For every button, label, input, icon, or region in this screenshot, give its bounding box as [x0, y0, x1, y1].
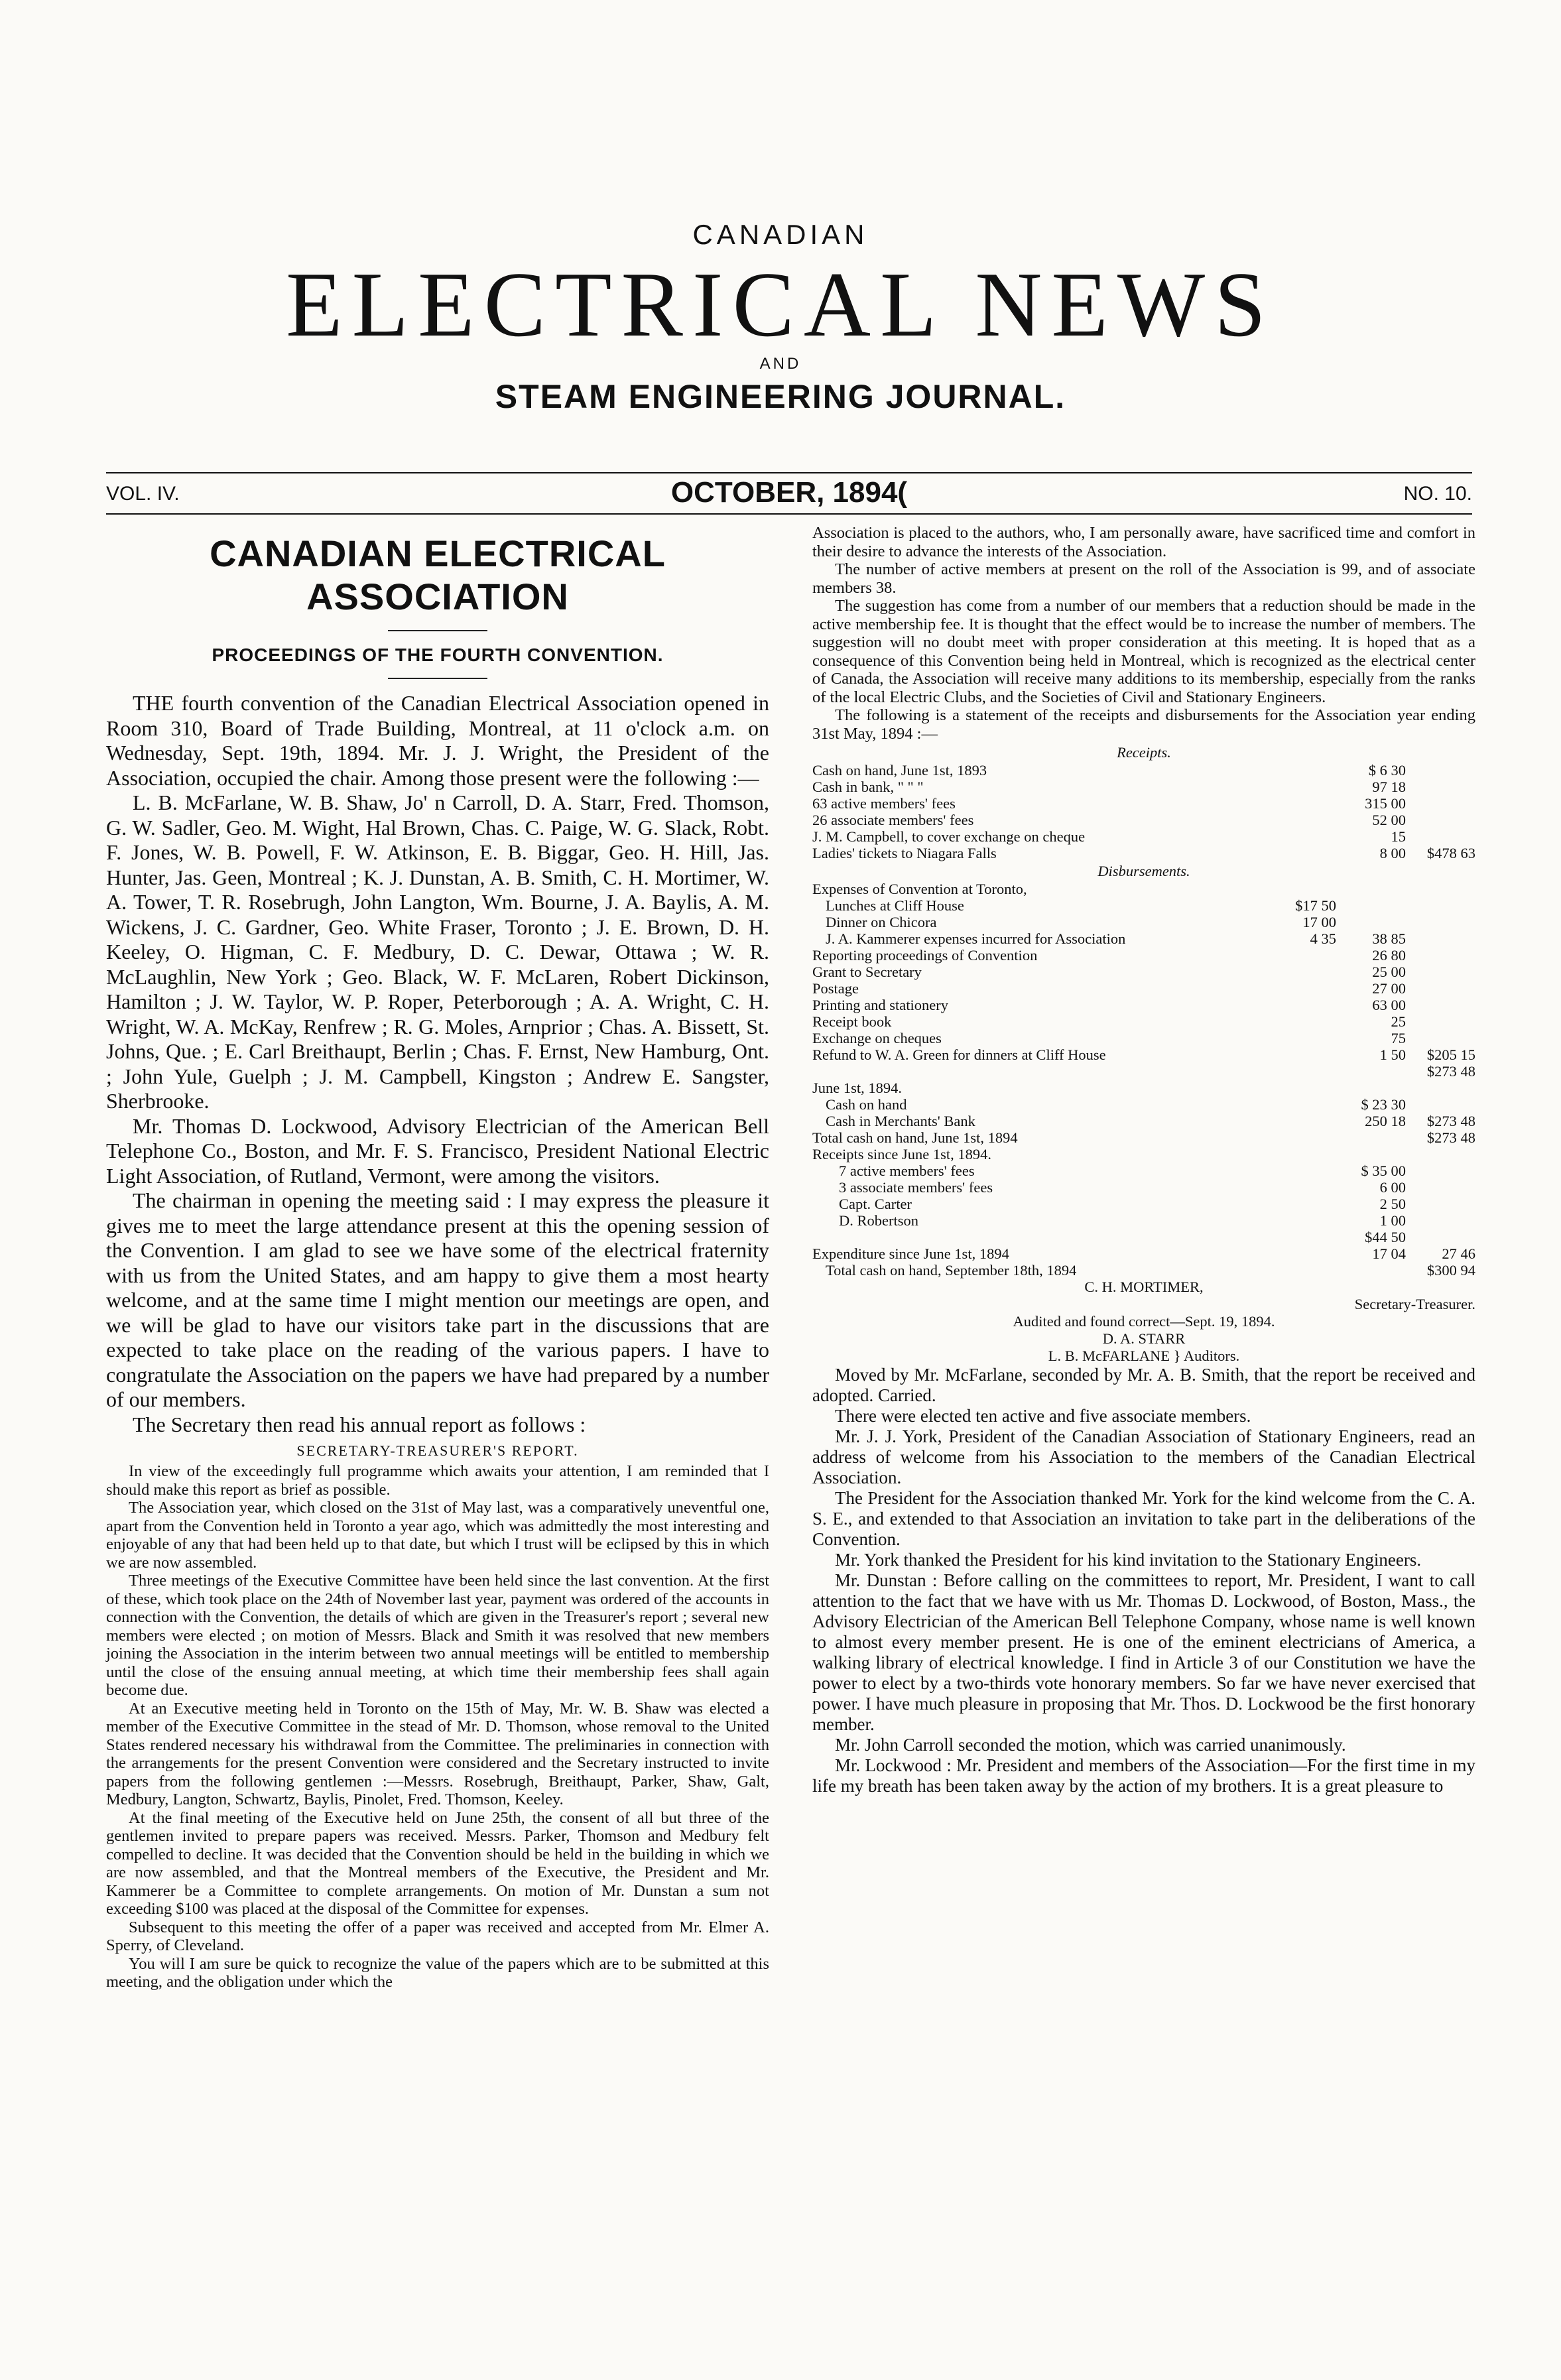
ledger-total: $273 48 [1426, 1129, 1475, 1146]
ledger-amount: 1 00 [1379, 1212, 1406, 1229]
ledger-label: Cash in Merchants' Bank [826, 1113, 975, 1129]
ledger-row [812, 897, 1475, 914]
paragraph: The President for the Association thanked Mr. York for the kind welcome from the C. A. S. E., and extended to that Association an invitation to take part in the deliberations of the Convention. [812, 1488, 1475, 1549]
report-paragraph: In view of the exceedingly full programme which awaits your attention, I am reminded that I should make this report as brief as possible. [106, 1462, 769, 1499]
signatory-role: Secretary-Treasurer. [1354, 1296, 1475, 1312]
ledger-amount: 17 04 [1372, 1245, 1406, 1262]
ledger-row [812, 1196, 1475, 1212]
receipts-total: $478 63 [1426, 845, 1475, 861]
ledger-row [812, 1096, 1475, 1113]
report-paragraph: The suggestion has come from a number of our members that a reduction should be made in the active membership fee. It is thought that the effect would be to increase the number of members. The suggestion will no doubt meet with proper consideration at this meeting. It is hoped that as a consequence of this Convention being held in Montreal, which is recognized as the electrical center of Canada, the Association will receive many additions to its membership, especially from the ranks of the local Electric Clubs, and the Societies of Civil and Stationary Engineers. [812, 597, 1475, 706]
ledger-label: Grant to Secretary [812, 964, 922, 980]
right-column [812, 524, 1475, 1796]
masthead-rule-bottom [106, 513, 1472, 515]
article-heading: CANADIAN ELECTRICAL ASSOCIATION [210, 532, 666, 617]
paragraph: Mr. York thanked the President for his kind invitation to the Stationary Engineers. [835, 1550, 1422, 1570]
ledger-row [812, 1146, 1475, 1162]
masthead-kicker: CANADIAN [692, 219, 869, 250]
paragraph: The Secretary then read his annual report as follows : [133, 1412, 586, 1436]
ledger-row [812, 1013, 1475, 1030]
ledger-amount: 26 80 [1372, 947, 1406, 964]
ledger-label: Cash in bank, " " " [812, 779, 924, 795]
ledger-amount: 27 00 [1372, 980, 1406, 997]
ledger-amount: 315 00 [1365, 795, 1406, 812]
ledger-amount: $ 35 00 [1361, 1162, 1406, 1179]
paragraph: Mr. Lockwood : Mr. President and members of the Association—For the first time in my life my breath has been taken away by the action of my brothers. It is a great pleasure to [812, 1755, 1475, 1796]
ledger-subtotal: $273 48 [1426, 1063, 1475, 1080]
ledger-label: Exchange on cheques [812, 1030, 942, 1046]
report-paragraph: At the final meeting of the Executive held on June 25th, the consent of all but three of the gentlemen invited to prepare papers was received. Messrs. Parker, Thomson and Medbury felt compelled to decline. It was decided that the Convention should be held in the building in which we are now assembled, and that the Montreal members of the Executive, the President and Mr. Kammerer be a Committee to complete arrangements. On motion of Mr. Dunstan a sum not exceeding $100 was placed at the disposal of the Committee for expenses. [106, 1808, 769, 1918]
paragraph: Moved by Mr. McFarlane, seconded by Mr. A. B. Smith, that the report be received and adopted. Carried. [812, 1365, 1475, 1405]
ledger-row [812, 914, 1475, 930]
volume-label: VOL. IV. [106, 483, 180, 505]
ledger-label: D. Robertson [839, 1212, 918, 1229]
ledger-amount: 2 50 [1379, 1196, 1406, 1212]
final-total: $300 94 [1426, 1262, 1475, 1279]
ledger-row [812, 1212, 1475, 1229]
ledger-row [812, 930, 1475, 947]
ledger-label: Total cash on hand, September 18th, 1894 [826, 1262, 1077, 1279]
report-paragraph: Association is placed to the authors, who, I am personally aware, have sacrificed time and comfort in their desire to advance the interests of the Association. [812, 524, 1475, 560]
issue-date: OCTOBER, 1894( [670, 476, 908, 509]
paragraph: There were elected ten active and five associate members. [835, 1406, 1251, 1426]
auditors-label: } Auditors. [1173, 1347, 1240, 1364]
ledger-amount: 52 00 [1372, 812, 1406, 828]
ledger-row [812, 1080, 1475, 1096]
paragraph: Mr. Dunstan : Before calling on the committees to report, Mr. President, I want to call attention to the fact that we have with us Mr. Thomas D. Lockwood, of Boston, Mass., the Advisory Electrician of the American Bell Telephone Company, whose name is well known to almost every member present. He is one of the eminent electricians of America, a walking library of electrical knowledge. I find in Article 3 of our Constitution we have the power to elect by a two-thirds vote honorary members. So far we have never exercised that power. I have much pleasure in proposing that Mr. Thos. D. Lockwood be the first honorary member. [812, 1570, 1475, 1734]
disbursements-total: $205 15 [1426, 1046, 1475, 1063]
masthead-title: ELECTRICAL NEWS [286, 253, 1275, 356]
attendee-list: L. B. McFarlane, W. B. Shaw, Jo' n Carroll, D. A. Starr, Fred. Thomson, G. W. Sadler, Geo. M. Wight, Hal Brown, Chas. C. Paige, W. G. Slack, Robt. F. Jones, W. B. Powell, F. W. Atkinson, E. B. Biggar, Geo. H. Hill, Jas. Hunter, Jas. Geen, Montreal ; K. J. Dunstan, A. B. Smith, C. H. Mortimer, W. A. Tower, T. R. Rosebrugh, John Langton, Wm. Bourne, J. A. Baylis, A. M. Wickens, J. C. Gardner, Geo. White Fraser, Toronto ; J. E. Brown, D. H. Keeley, O. Higman, C. F. Medbury, D. C. Dewar, Ottawa ; W. R. McLaughlin, New York ; Geo. Black, W. F. McLaren, Robert Dickinson, Hamilton ; J. W. Taylor, W. P. Roper, Peterborough ; A. A. Wright, C. H. Wright, W. A. McKay, Renfrew ; R. G. Moles, Arnprior ; Chas. A. Bissett, St. Johns, Que. ; E. Carl Breithaupt, Berlin ; Chas. F. Ernst, New Hamburg, Ont. ; John Yule, Guelph ; J. M. Campbell, Kingston ; Andrew E. Sangster, Sherbrooke. [106, 790, 769, 1113]
ledger-label: Receipts since June 1st, 1894. [812, 1146, 991, 1162]
ledger-row [812, 1162, 1475, 1179]
ledger-total: 27 46 [1442, 1245, 1475, 1262]
ledger-label: Dinner on Chicora [826, 914, 937, 930]
dateline [106, 476, 1472, 512]
ledger-row [812, 1046, 1475, 1063]
ledger-label: J. M. Campbell, to cover exchange on cheque [812, 828, 1086, 845]
disbursements-title: Disbursements. [1097, 863, 1190, 879]
financial-statement [812, 744, 1475, 1279]
ledger-row [812, 1262, 1475, 1279]
ledger-label: Refund to W. A. Green for dinners at Cliff House [812, 1046, 1106, 1063]
ledger-row [812, 1030, 1475, 1046]
ledger-label: Ladies' tickets to Niagara Falls [812, 845, 997, 861]
report-paragraph: The number of active members at present on the roll of the Association is 99, and of associate members 38. [812, 560, 1475, 597]
ledger-label: 63 active members' fees [812, 795, 956, 812]
ledger-subamount: 17 00 [1302, 914, 1336, 930]
ledger-amount: 250 18 [1365, 1113, 1406, 1129]
subheading-divider [388, 678, 487, 679]
ledger-row [812, 997, 1475, 1013]
ledger-amount: 97 18 [1372, 779, 1406, 795]
audit-statement: Audited and found correct—Sept. 19, 1894. [1013, 1313, 1275, 1330]
ledger-label: Expenses of Convention at Toronto, [812, 881, 1027, 897]
report-paragraph: The following is a statement of the receipts and disbursements for the Association year ending 31st May, 1894 :— [812, 706, 1475, 743]
signature-block [812, 1279, 1475, 1365]
ledger-row [812, 845, 1475, 861]
ledger-row [812, 881, 1475, 897]
ledger-label: Cash on hand, June 1st, 1893 [812, 762, 987, 779]
ledger-row [812, 1113, 1475, 1129]
ledger-row [812, 795, 1475, 812]
masthead-rule-top [106, 472, 1472, 473]
auditor-name: L. B. McFARLANE [1048, 1347, 1170, 1364]
ledger-row [812, 1179, 1475, 1196]
ledger-label: J. A. Kammerer expenses incurred for Association [826, 930, 1126, 947]
report-heading: SECRETARY-TREASURER'S REPORT. [296, 1442, 579, 1459]
ledger-row [812, 1129, 1475, 1146]
auditor-name: D. A. STARR [1102, 1330, 1186, 1347]
ledger-row [812, 762, 1475, 779]
article-subheading: PROCEEDINGS OF THE FOURTH CONVENTION. [212, 645, 664, 665]
ledger-label: June 1st, 1894. [812, 1080, 902, 1096]
report-paragraph: At an Executive meeting held in Toronto on the 15th of May, Mr. W. B. Shaw was elected a member of the Executive Committee in the stead of Mr. D. Thomson, whose removal to the United States rendered necessary his withdrawal from the Committee. The preliminaries in connection with the arrangements for the present Convention were considered and the Secretary instructed to invite papers from the following gentlemen :—Messrs. Rosebrugh, Breithaupt, Parker, Shaw, Galt, Medbury, Langton, Schwartz, Baylis, Pinolet, Fred. Thomson, Keeley. [106, 1699, 769, 1808]
ledger-row [812, 812, 1475, 828]
ledger-label: Cash on hand [826, 1096, 907, 1113]
ledger-label: Printing and stationery [812, 997, 948, 1013]
ledger-amount: $ 23 30 [1361, 1096, 1406, 1113]
masthead [0, 219, 1561, 416]
ledger-row [812, 1063, 1475, 1080]
ledger-label: 7 active members' fees [839, 1162, 975, 1179]
paragraph: THE fourth convention of the Canadian Electrical Association opened in Room 310, Board of Trade Building, Montreal, at 11 o'clock a.m. on Wednesday, Sept. 19th, 1894. Mr. J. J. Wright, the President of the Association, occupied the chair. Among those present were the following :— [106, 691, 769, 790]
ledger-amount: 1 50 [1379, 1046, 1406, 1063]
masthead-subtitle: STEAM ENGINEERING JOURNAL. [495, 378, 1066, 415]
heading-divider [388, 630, 487, 631]
ledger-label: Expenditure since June 1st, 1894 [812, 1245, 1009, 1262]
ledger-amount: $44 50 [1365, 1229, 1406, 1245]
ledger-label: Postage [812, 980, 859, 997]
ledger-row [812, 964, 1475, 980]
receipts-title: Receipts. [1117, 744, 1171, 761]
signatory-name: C. H. MORTIMER, [1084, 1279, 1204, 1295]
ledger-label: 3 associate members' fees [839, 1179, 993, 1196]
ledger-row [812, 1229, 1475, 1245]
report-paragraph: Three meetings of the Executive Committee have been held since the last convention. At the first of these, which took place on the 24th of November last year, payment was ordered of the accounts in connection with the Convention, the details of which are given in the Treasurer's report ; several new members were elected ; on motion of Messrs. Black and Smith it was resolved that new members joining the Association in the interim between two annual meetings will be entitled to membership until the close of the ensuing annual meeting, at which time their membership fees shall again become due. [106, 1572, 769, 1699]
ledger-subamount: $17 50 [1295, 897, 1336, 914]
ledger-label: Capt. Carter [839, 1196, 912, 1212]
ledger-amount: 8 00 [1379, 845, 1406, 861]
ledger-total: $273 48 [1426, 1113, 1475, 1129]
paragraph: Mr. J. J. York, President of the Canadian Association of Stationary Engineers, read an address of welcome from his Association to the members of the Canadian Electrical Association. [812, 1426, 1475, 1487]
ledger-amount: 25 [1391, 1013, 1406, 1030]
ledger-amount: 6 00 [1379, 1179, 1406, 1196]
left-column [106, 524, 769, 1991]
ledger-row [812, 947, 1475, 964]
ledger-row [812, 1245, 1475, 1262]
ledger-amount: 38 85 [1372, 930, 1406, 947]
report-paragraph: Subsequent to this meeting the offer of a paper was received and accepted from Mr. Elmer A. Sperry, of Cleveland. [106, 1918, 769, 1954]
ledger-amount: 75 [1391, 1030, 1406, 1046]
paragraph: Mr. Thomas D. Lockwood, Advisory Electrician of the American Bell Telephone Co., Boston, and Mr. F. S. Francisco, President National Electric Light Association, of Rutland, Vermont, were among the visitors. [106, 1113, 769, 1188]
ledger-amount: 15 [1391, 828, 1406, 845]
report-paragraph: You will I am sure be quick to recognize the value of the papers which are to be submitted at this meeting, and the obligation under which the [106, 1954, 769, 1991]
ledger-label: 26 associate members' fees [812, 812, 974, 828]
ledger-label: Receipt book [812, 1013, 892, 1030]
ledger-label: Total cash on hand, June 1st, 1894 [812, 1129, 1018, 1146]
ledger-amount: $ 6 30 [1368, 762, 1406, 779]
ledger-amount: 25 00 [1372, 964, 1406, 980]
paragraph: Mr. John Carroll seconded the motion, which was carried unanimously. [835, 1735, 1346, 1755]
masthead-and: AND [759, 355, 802, 373]
ledger-amount: 63 00 [1372, 997, 1406, 1013]
ledger-label: Reporting proceedings of Convention [812, 947, 1038, 964]
ledger-row [812, 980, 1475, 997]
ledger-row [812, 779, 1475, 795]
ledger-label: Lunches at Cliff House [826, 897, 964, 914]
paragraph: The chairman in opening the meeting said : I may express the pleasure it gives me to meet the large attendance present at this the opening session of the Convention. I am glad to see we have some of the electrical fraternity with us from the United States, and am happy to give them a most hearty welcome, and at the same time I might mention our meetings are open, and we will be glad to have our visitors take part in the discussions that are expected to take place on the reading of the various papers. I have to congratulate the Association on the papers we have had prepared by a number of our members. [106, 1188, 769, 1411]
report-paragraph: The Association year, which closed on the 31st of May last, was a comparatively uneventful one, apart from the Convention held in Toronto a year ago, which was admittedly the most interesting and enjoyable of any that had been held up to that date, but which I trust will be eclipsed by this in which we are now assembled. [106, 1499, 769, 1572]
issue-number: NO. 10. [1403, 483, 1472, 505]
ledger-row [812, 828, 1475, 845]
ledger-subamount: 4 35 [1310, 930, 1336, 947]
